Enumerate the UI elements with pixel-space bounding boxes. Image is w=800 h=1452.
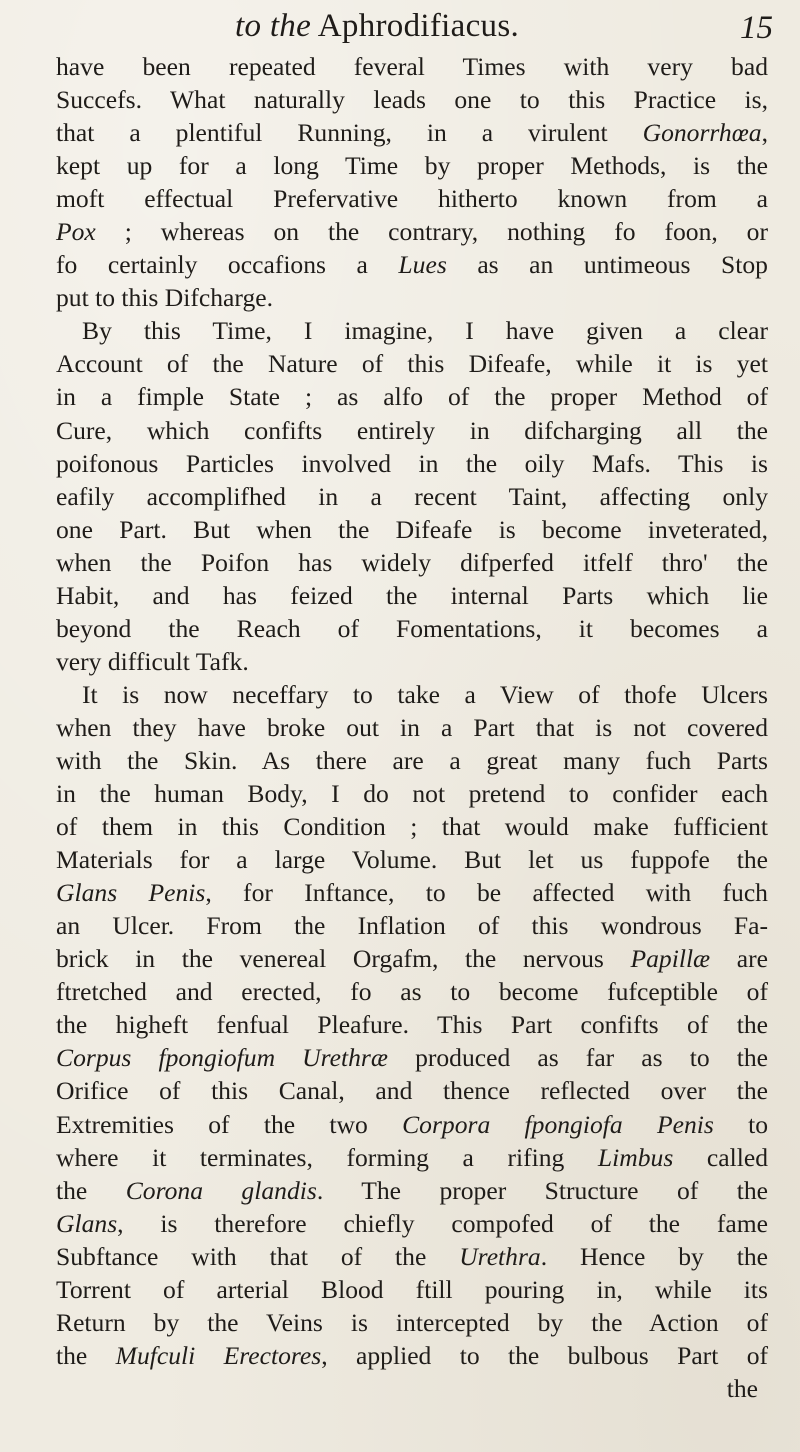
text-segment: the: [726, 1373, 758, 1403]
text-segment: Materials for a large Volume. But let us fuppofe the: [56, 845, 768, 875]
text-segment: the: [56, 1340, 116, 1370]
text-line: [56, 182, 768, 215]
text-line: [56, 711, 768, 744]
text-line: [56, 116, 768, 149]
text-line: [56, 447, 768, 480]
italic-term: Gonorrhœa: [642, 118, 762, 148]
text-line: [56, 1273, 768, 1306]
text-segment: an Ulcer. From the Inflation of this wondrous Fa-: [56, 911, 768, 941]
text-line: [56, 480, 768, 513]
italic-term: Corona glandis: [125, 1175, 317, 1205]
text-segment: . Hence by the: [540, 1241, 768, 1271]
text-segment: , for Inftance, to be affected with fuch: [205, 878, 768, 908]
text-segment: brick in the venereal Orgafm, the nervous: [56, 944, 631, 974]
text-segment: the higheft fenfual Pleafure. This Part confifts of the: [56, 1010, 768, 1040]
text-segment: ; whereas on the contrary, nothing fo foon, or: [95, 217, 768, 247]
text-segment: fo certainly occafions a: [56, 250, 399, 280]
text-segment: very difficult Tafk.: [56, 646, 249, 676]
italic-term: Corpus fpongiofum Urethræ: [56, 1043, 388, 1073]
text-line: [56, 380, 768, 413]
text-line: [56, 215, 768, 248]
italic-term: Corpora fpongiofa Penis: [402, 1109, 714, 1139]
text-segment: as an untimeous Stop: [446, 250, 768, 280]
text-segment: Account of the Nature of this Difeafe, while it is yet: [56, 349, 768, 379]
italic-term: Glans: [56, 1208, 118, 1238]
page-header: [0, 6, 800, 56]
italic-term: Mufculi Erectores: [115, 1340, 322, 1370]
italic-term: Glans Penis: [56, 878, 206, 908]
italic-term: Lues: [398, 250, 447, 280]
catchword: [56, 1372, 768, 1405]
text-segment: to: [713, 1109, 769, 1139]
text-line: [56, 314, 768, 347]
text-line: [56, 83, 768, 116]
text-line: [56, 744, 768, 777]
text-line: [56, 843, 768, 876]
text-line: [56, 975, 768, 1008]
text-line: [56, 513, 768, 546]
text-line: [56, 1306, 768, 1339]
text-line: [56, 777, 768, 810]
text-segment: Cure, which confifts entirely in difcharging all the: [56, 415, 768, 445]
text-line: [56, 1141, 768, 1174]
text-segment: when they have broke out in a Part that is not covered: [56, 712, 768, 742]
text-line: [56, 810, 768, 843]
text-segment: when the Poifon has widely difperfed itfelf thro' the: [56, 547, 768, 577]
text-line: [56, 1074, 768, 1107]
text-segment: produced as far as to the: [387, 1043, 768, 1073]
text-segment: Habit, and has feized the internal Parts which lie: [56, 580, 768, 610]
text-segment: Orifice of this Canal, and thence reflected over the: [56, 1076, 768, 1106]
text-line: [56, 1339, 768, 1372]
text-segment: are: [710, 944, 768, 974]
running-head-title: Aphrodifiacus.: [311, 8, 520, 44]
text-line: [56, 579, 768, 612]
text-line: [56, 1174, 768, 1207]
text-segment: with the Skin. As there are a great many fuch Parts: [56, 745, 768, 775]
text-line: [56, 1108, 768, 1141]
text-line: [56, 1240, 768, 1273]
running-head-italic: to the: [235, 8, 312, 44]
body-text: [56, 50, 768, 1405]
text-segment: Extremities of the two: [56, 1109, 403, 1139]
text-line: [56, 50, 768, 83]
text-segment: have been repeated feveral Times with very bad: [56, 52, 768, 81]
italic-term: Limbus: [597, 1142, 674, 1172]
text-line: [56, 546, 768, 579]
text-segment: put to this Difcharge.: [56, 283, 274, 313]
text-segment: poifonous Particles involved in the oily Mafs. This is: [56, 448, 768, 478]
text-segment: Return by the Veins is intercepted by the Action of: [56, 1307, 768, 1337]
text-segment: in the human Body, I do not pretend to confider each: [56, 779, 768, 809]
text-segment: of them in this Condition ; that would make fufficient: [56, 812, 768, 842]
text-segment: the: [56, 1175, 126, 1205]
text-line: [56, 612, 768, 645]
text-segment: that a plentiful Running, in a virulent: [56, 118, 643, 148]
italic-term: Urethra: [459, 1241, 541, 1271]
text-segment: ftretched and erected, fo as to become fufceptible of: [56, 977, 768, 1007]
text-segment: eafily accomplifhed in a recent Taint, affecting only: [56, 481, 768, 511]
text-line: [56, 678, 768, 711]
text-line: [56, 414, 768, 447]
text-line: [56, 876, 768, 909]
text-segment: moft effectual Prefervative hitherto known from a: [56, 184, 768, 214]
text-segment: Subftance with that of the: [56, 1241, 460, 1271]
text-line: [56, 248, 768, 281]
text-line: [56, 347, 768, 380]
text-segment: , is therefore chiefly compofed of the fame: [117, 1208, 768, 1238]
text-segment: Succefs. What naturally leads one to this Practice is,: [56, 85, 768, 115]
text-segment: By this Time, I imagine, I have given a clear: [82, 316, 768, 346]
text-line: [56, 942, 768, 975]
text-segment: ,: [761, 118, 768, 148]
text-segment: It is now neceffary to take a View of thofe Ulcers: [82, 679, 768, 709]
italic-term: Pox: [56, 217, 96, 247]
text-segment: . The proper Structure of the: [316, 1175, 768, 1205]
text-segment: , applied to the bulbous Part of: [321, 1340, 769, 1370]
text-line: [56, 149, 768, 182]
italic-term: Papillæ: [630, 944, 711, 974]
text-line: [56, 281, 768, 314]
text-line: [56, 909, 768, 942]
text-segment: where it terminates, forming a rifing: [56, 1142, 598, 1172]
text-segment: in a fimple State ; as alfo of the proper Method of: [56, 382, 768, 412]
text-segment: kept up for a long Time by proper Methods, is the: [56, 151, 768, 181]
text-segment: Torrent of arterial Blood ftill pouring in, while its: [56, 1274, 768, 1304]
text-segment: called: [673, 1142, 768, 1172]
page-number: 15: [740, 10, 773, 46]
text-line: [56, 1041, 768, 1074]
running-head: [235, 8, 519, 45]
text-segment: one Part. But when the Difeafe is become inveterated,: [56, 514, 768, 544]
text-line: [56, 1008, 768, 1041]
text-line: [56, 1207, 768, 1240]
text-line: [56, 645, 768, 678]
text-segment: beyond the Reach of Fomentations, it becomes a: [56, 613, 768, 643]
